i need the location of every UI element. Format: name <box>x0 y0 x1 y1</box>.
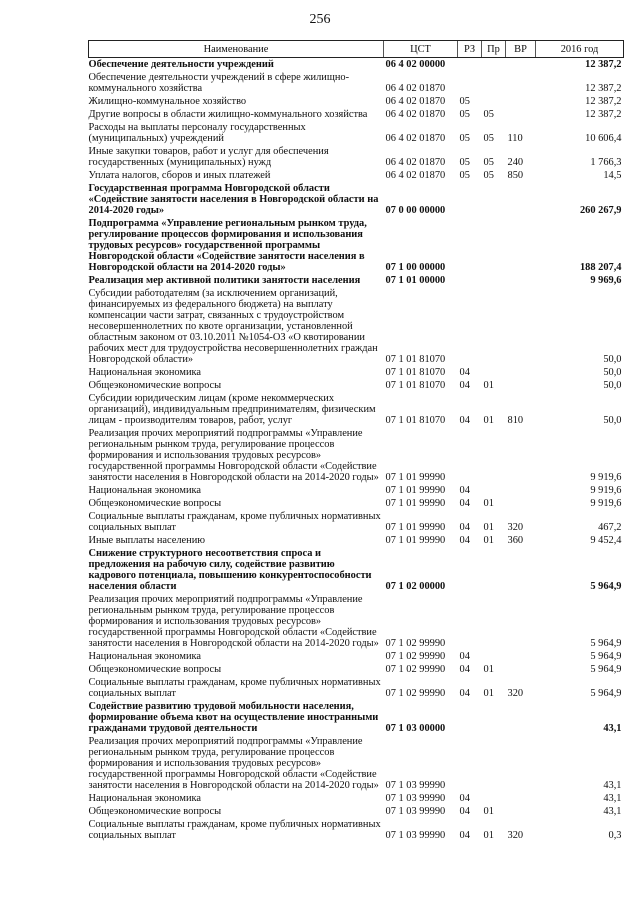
table-row <box>89 169 624 182</box>
row-sum: 1 766,3 <box>590 157 622 168</box>
header-pr: Пр <box>482 41 506 58</box>
row-cst: 06 4 02 01870 <box>385 157 446 168</box>
row-sum: 12 387,2 <box>585 83 622 94</box>
table-row <box>89 95 624 108</box>
header-rz: РЗ <box>458 41 482 58</box>
row-name: Реализация прочих мероприятий подпрограммы «Управление региональным рынком труда, регулирование процессов формирования и использования трудовых ресурсов» государственной программы Новгородской области «Содействие занятости населения в Новгородской области на 2014-2020 годы» <box>88 736 379 791</box>
row-rz: 04 <box>459 806 470 817</box>
row-rz: 04 <box>459 664 470 675</box>
row-sum: 9 452,4 <box>590 535 622 546</box>
row-name: Реализация прочих мероприятий подпрограммы «Управление региональным рынком труда, регулирование процессов формирования и использования трудовых ресурсов» государственной программы Новгородской области «Содействие занятости населения в Новгородской области на 2014-2020 годы» <box>88 594 379 649</box>
table-row <box>89 217 624 274</box>
row-pr <box>482 547 506 593</box>
row-vr: 320 <box>507 522 524 533</box>
row-cst: 07 1 01 99990 <box>385 522 446 533</box>
row-rz <box>458 287 482 366</box>
table-row <box>89 182 624 217</box>
row-rz: 05 <box>459 96 470 107</box>
row-cst: 07 1 01 81070 <box>385 367 446 378</box>
row-sum: 9 919,6 <box>590 498 622 509</box>
row-pr <box>482 700 506 735</box>
row-cst: 06 4 02 01870 <box>385 170 446 181</box>
table-row <box>89 676 624 700</box>
row-pr: 01 <box>483 688 494 699</box>
row-rz <box>458 58 482 72</box>
row-pr <box>482 650 506 663</box>
row-cst: 07 1 03 99990 <box>385 780 446 791</box>
row-pr: 05 <box>483 157 494 168</box>
row-vr <box>506 366 536 379</box>
row-rz: 04 <box>459 535 470 546</box>
row-name: Общеэкономические вопросы <box>88 806 222 817</box>
row-vr: 810 <box>507 415 524 426</box>
row-name: Подпрограмма «Управление региональным рынком труда, регулирование процессов формирования и использования трудовых ресурсов» государственной программы Новгородской области «Содействие занятости населения в Новгородской области на 2014-2020 годы» <box>88 218 367 273</box>
row-name: Общеэкономические вопросы <box>88 664 222 675</box>
row-name: Субсидии работодателям (за исключением организаций, финансируемых из федерального бюджета) на выплату компенсации части затрат, связанных с трудоустройством несовершеннолетних по квоте организации, установленной областным законом от 03.10.2011 №1054-ОЗ «О квотировании рабочих мест для трудоустройства несовершеннолетних граждан Новгородской области» <box>88 288 378 365</box>
row-cst: 07 1 01 99990 <box>385 485 446 496</box>
row-name: Государственная программа Новгородской области «Содействие занятости населения в Новгородской области на 2014-2020 годы» <box>88 183 379 216</box>
table-row <box>89 547 624 593</box>
row-rz: 04 <box>459 830 470 841</box>
table-row <box>89 663 624 676</box>
table-row <box>89 121 624 145</box>
row-name: Уплата налогов, сборов и иных платежей <box>88 170 271 181</box>
row-pr <box>482 427 506 484</box>
row-name: Расходы на выплаты персоналу государственных (муниципальных) учреждений <box>88 122 306 144</box>
row-rz <box>458 547 482 593</box>
row-cst: 06 4 02 01870 <box>385 133 446 144</box>
row-pr <box>482 593 506 650</box>
row-pr: 01 <box>483 664 494 675</box>
row-cst: 07 1 01 81070 <box>385 415 446 426</box>
table-row <box>89 71 624 95</box>
row-sum: 10 606,4 <box>585 133 622 144</box>
row-name: Другие вопросы в области жилищно-коммунального хозяйства <box>88 109 368 120</box>
row-rz <box>458 700 482 735</box>
row-rz: 05 <box>459 133 470 144</box>
row-pr <box>482 71 506 95</box>
row-cst: 07 1 03 00000 <box>385 723 446 734</box>
row-sum: 43,1 <box>603 780 622 791</box>
row-cst: 07 1 02 99990 <box>385 638 446 649</box>
row-sum: 14,5 <box>603 170 622 181</box>
row-vr <box>506 735 536 792</box>
row-vr <box>506 95 536 108</box>
row-vr: 320 <box>507 830 524 841</box>
row-rz <box>458 593 482 650</box>
row-sum: 9 919,6 <box>590 485 622 496</box>
row-pr: 05 <box>483 170 494 181</box>
row-vr <box>506 182 536 217</box>
row-name: Общеэкономические вопросы <box>88 380 222 391</box>
row-cst: 06 4 02 00000 <box>385 59 446 70</box>
row-vr: 110 <box>507 133 523 144</box>
row-pr <box>482 274 506 287</box>
header-vr: ВР <box>506 41 536 58</box>
row-pr: 05 <box>483 133 494 144</box>
row-vr <box>506 287 536 366</box>
row-cst: 07 1 01 00000 <box>385 275 446 286</box>
row-sum: 50,0 <box>603 380 622 391</box>
row-rz: 04 <box>459 380 470 391</box>
row-sum: 12 387,2 <box>585 96 622 107</box>
table-body <box>89 58 624 843</box>
row-cst: 07 1 02 99990 <box>385 664 446 675</box>
row-cst: 07 1 03 99990 <box>385 806 446 817</box>
row-sum: 188 207,4 <box>579 262 622 273</box>
row-vr <box>506 427 536 484</box>
table-row <box>89 792 624 805</box>
row-vr <box>506 663 536 676</box>
row-sum: 5 964,9 <box>590 581 622 592</box>
row-pr <box>482 95 506 108</box>
table-row <box>89 366 624 379</box>
row-vr <box>506 484 536 497</box>
row-sum: 12 387,2 <box>585 59 622 70</box>
row-vr: 360 <box>507 535 524 546</box>
row-rz <box>458 427 482 484</box>
row-vr <box>506 792 536 805</box>
row-sum: 0,3 <box>608 830 622 841</box>
row-pr: 01 <box>483 830 494 841</box>
row-sum: 43,1 <box>603 723 622 734</box>
table-row <box>89 379 624 392</box>
table-row <box>89 108 624 121</box>
table-row <box>89 145 624 169</box>
row-name: Иные закупки товаров, работ и услуг для обеспечения государственных (муниципальных) нужд <box>88 146 329 168</box>
budget-table <box>88 40 624 842</box>
row-cst: 06 4 02 01870 <box>385 109 446 120</box>
row-cst: 07 1 02 99990 <box>385 688 446 699</box>
row-cst: 07 1 00 00000 <box>385 262 446 273</box>
table-row <box>89 650 624 663</box>
row-pr: 01 <box>483 380 494 391</box>
row-name: Иные выплаты населению <box>88 535 206 546</box>
table-row <box>89 497 624 510</box>
table-row <box>89 700 624 735</box>
row-sum: 50,0 <box>603 415 622 426</box>
row-rz: 04 <box>459 688 470 699</box>
row-name: Национальная экономика <box>88 793 202 804</box>
row-vr <box>506 379 536 392</box>
table-row <box>89 427 624 484</box>
row-name: Национальная экономика <box>88 651 202 662</box>
row-vr <box>506 593 536 650</box>
table-row <box>89 510 624 534</box>
table-row <box>89 818 624 842</box>
row-rz <box>458 71 482 95</box>
header-year: 2016 год <box>536 41 624 58</box>
row-cst: 07 1 01 81070 <box>385 380 446 391</box>
row-cst: 07 1 01 99990 <box>385 498 446 509</box>
row-rz: 04 <box>459 651 470 662</box>
row-name: Обеспечение деятельности учреждений в сфере жилищно-коммунального хозяйства <box>88 72 350 94</box>
table-row <box>89 593 624 650</box>
row-sum: 9 969,6 <box>590 275 622 286</box>
row-cst: 07 1 01 99990 <box>385 472 446 483</box>
row-vr <box>506 497 536 510</box>
row-pr: 01 <box>483 415 494 426</box>
table-row <box>89 287 624 366</box>
table-row <box>89 274 624 287</box>
row-name: Содействие развитию трудовой мобильности населения, формирование объема квот на осуществление иностранными гражданами трудовой деятельности <box>88 701 379 734</box>
row-rz: 04 <box>459 367 470 378</box>
table-header-row <box>89 41 624 58</box>
table-row <box>89 735 624 792</box>
row-pr <box>482 58 506 72</box>
table-row <box>89 58 624 72</box>
row-rz: 05 <box>459 109 470 120</box>
row-rz: 04 <box>459 498 470 509</box>
row-sum: 43,1 <box>603 793 622 804</box>
row-sum: 5 964,9 <box>590 688 622 699</box>
row-cst: 07 1 03 99990 <box>385 793 446 804</box>
row-pr <box>482 792 506 805</box>
row-cst: 07 1 02 99990 <box>385 651 446 662</box>
row-name: Национальная экономика <box>88 367 202 378</box>
row-pr <box>482 182 506 217</box>
row-pr: 01 <box>483 535 494 546</box>
row-cst: 07 1 02 00000 <box>385 581 446 592</box>
row-rz <box>458 182 482 217</box>
table-row <box>89 534 624 547</box>
row-name: Социальные выплаты гражданам, кроме публичных нормативных социальных выплат <box>88 511 381 533</box>
row-pr <box>482 735 506 792</box>
row-vr: 850 <box>507 170 524 181</box>
row-vr <box>506 58 536 72</box>
header-cst: ЦСТ <box>384 41 458 58</box>
row-vr <box>506 217 536 274</box>
row-rz: 04 <box>459 793 470 804</box>
row-vr <box>506 71 536 95</box>
row-pr: 01 <box>483 498 494 509</box>
row-cst: 06 4 02 01870 <box>385 96 446 107</box>
row-sum: 260 267,9 <box>579 205 622 216</box>
row-rz: 04 <box>459 485 470 496</box>
row-vr <box>506 650 536 663</box>
row-pr: 01 <box>483 806 494 817</box>
row-rz: 04 <box>459 415 470 426</box>
row-vr <box>506 547 536 593</box>
row-name: Жилищно-коммунальное хозяйство <box>88 96 247 107</box>
row-sum: 43,1 <box>603 806 622 817</box>
row-vr: 240 <box>507 157 524 168</box>
header-name: Наименование <box>89 41 384 58</box>
row-cst: 06 4 02 01870 <box>385 83 446 94</box>
row-cst: 07 1 01 81070 <box>385 354 446 365</box>
row-pr <box>482 217 506 274</box>
row-rz: 04 <box>459 522 470 533</box>
row-pr <box>482 287 506 366</box>
row-pr <box>482 366 506 379</box>
row-pr: 01 <box>483 522 494 533</box>
row-name: Реализация прочих мероприятий подпрограммы «Управление региональным рынком труда, регулирование процессов формирования и использования трудовых ресурсов» государственной программы Новгородской области «Содействие занятости населения в Новгородской области на 2014-2020 годы» <box>88 428 379 483</box>
row-vr: 320 <box>507 688 524 699</box>
row-rz: 05 <box>459 170 470 181</box>
row-sum: 5 964,9 <box>590 664 622 675</box>
row-sum: 50,0 <box>603 367 622 378</box>
row-rz <box>458 274 482 287</box>
table-row <box>89 392 624 427</box>
row-vr <box>506 805 536 818</box>
row-sum: 467,2 <box>598 522 622 533</box>
row-name: Обеспечение деятельности учреждений <box>88 59 274 70</box>
row-vr <box>506 108 536 121</box>
row-cst: 07 1 01 99990 <box>385 535 446 546</box>
row-sum: 50,0 <box>603 354 622 365</box>
row-name: Субсидии юридическим лицам (кроме некоммерческих организаций), индивидуальным предпринимателям, физическим лицам - производителям товаров, работ, услуг <box>88 393 376 426</box>
table-row <box>89 484 624 497</box>
row-pr: 05 <box>483 109 494 120</box>
row-name: Реализация мер активной политики занятости населения <box>88 275 361 286</box>
row-sum: 5 964,9 <box>590 638 622 649</box>
row-vr <box>506 274 536 287</box>
row-rz: 05 <box>459 157 470 168</box>
row-rz <box>458 217 482 274</box>
row-name: Общеэкономические вопросы <box>88 498 222 509</box>
row-rz <box>458 735 482 792</box>
row-cst: 07 0 00 00000 <box>385 205 446 216</box>
row-sum: 5 964,9 <box>590 651 622 662</box>
row-vr <box>506 700 536 735</box>
row-name: Национальная экономика <box>88 485 202 496</box>
row-sum: 12 387,2 <box>585 109 622 120</box>
row-name: Снижение структурного несоответствия спроса и предложения на рабочую силу, содействие развитию кадрового потенциала, повышению конкурентоспособности населения области <box>88 548 372 592</box>
page-number: 256 <box>309 12 331 27</box>
row-sum: 9 919,6 <box>590 472 622 483</box>
row-cst: 07 1 03 99990 <box>385 830 446 841</box>
row-pr <box>482 484 506 497</box>
table-row <box>89 805 624 818</box>
row-name: Социальные выплаты гражданам, кроме публичных нормативных социальных выплат <box>88 819 381 841</box>
row-name: Социальные выплаты гражданам, кроме публичных нормативных социальных выплат <box>88 677 381 699</box>
